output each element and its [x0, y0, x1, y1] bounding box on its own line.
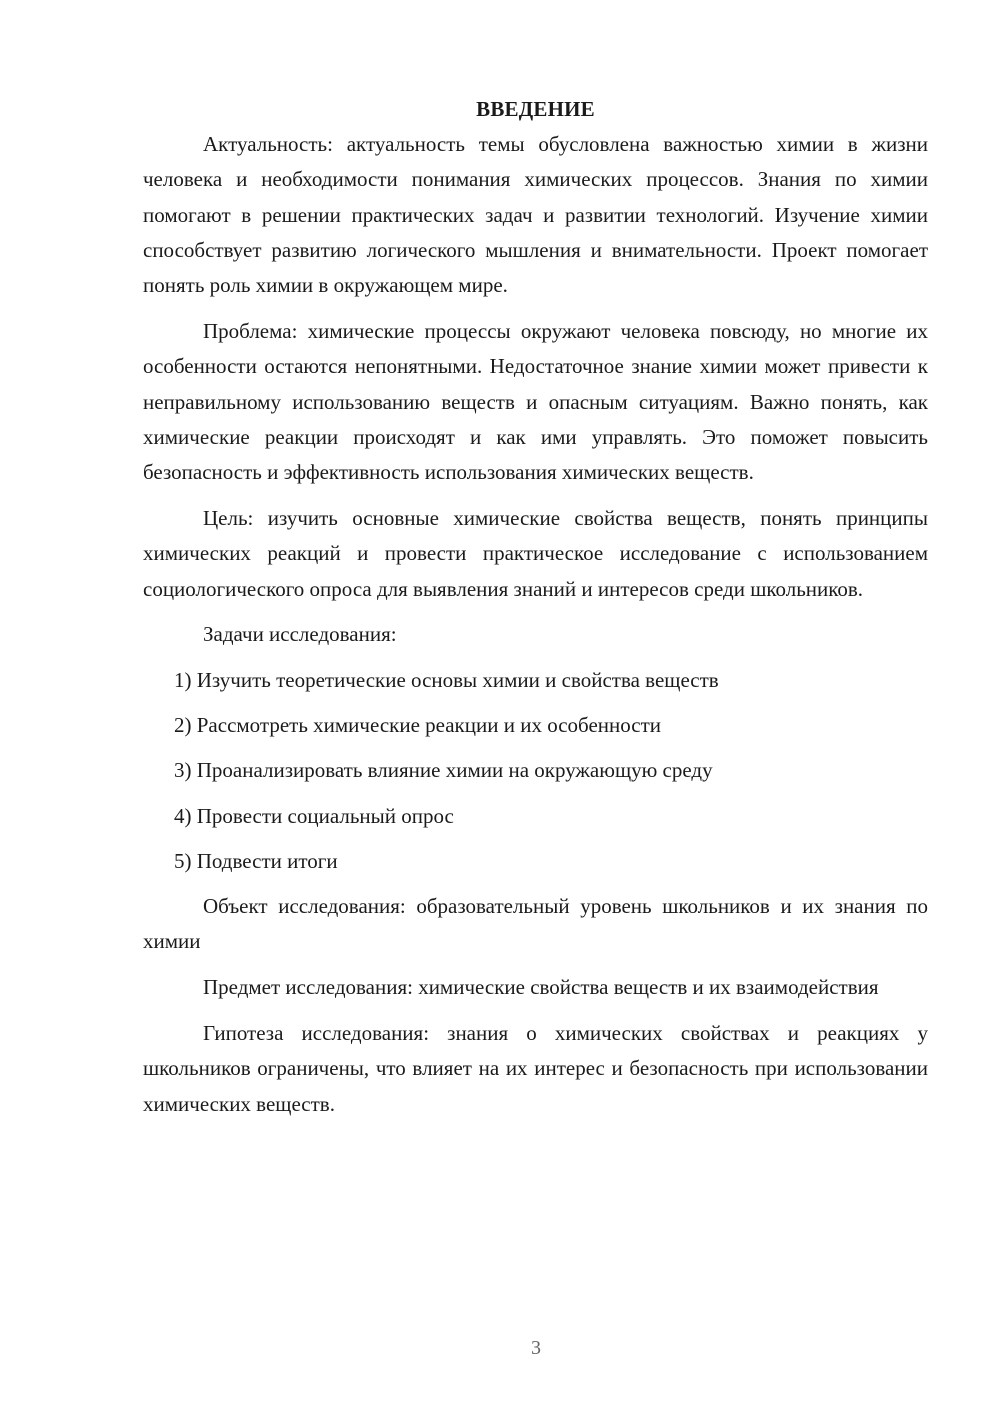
problem-paragraph: Проблема: химические процессы окружают человека повсюду, но многие их особенности остаются непонятными. Недостаточное знание химии может привести к неправильному использованию веществ и опасным ситуациям. Важно понять, как химические реакции происходят и как ими управлять. Это поможет повысить безопасность и эффективность использования химических веществ. — [143, 318, 928, 485]
relevance-paragraph: Актуальность: актуальность темы обусловлена важностью химии в жизни человека и необходимости понимания химических процессов. Знания по химии помогают в решении практических задач и развитии технологий. Изучение химии способствует развитию логического мышления и внимательности. Проект помогает понять роль химии в окружающем мире. — [143, 132, 928, 298]
page-number: 3 — [531, 1337, 541, 1359]
task-item: 2) Рассмотреть химические реакции и их особенности — [174, 712, 662, 737]
tasks-list — [143, 663, 928, 879]
task-item: 4) Провести социальный опрос — [174, 803, 454, 828]
goal-paragraph: Цель: изучить основные химические свойства веществ, понять принципы химических реакций и провести практическое исследование с использованием социологического опроса для выявления знаний и интересов среди школьников. — [143, 505, 928, 601]
tasks-heading: Задачи исследования: — [203, 622, 397, 647]
task-item: 3) Проанализировать влияние химии на окружающую среду — [174, 758, 713, 783]
object-paragraph: Объект исследования: образовательный уровень школьников и их знания по химии — [143, 894, 928, 954]
hypothesis-paragraph: Гипотеза исследования: знания о химических свойствах и реакциях у школьников ограничены, что влияет на их интерес и безопасность при использовании химических веществ. — [143, 1021, 928, 1116]
task-item: 1) Изучить теоретические основы химии и свойства веществ — [174, 667, 719, 692]
section-title: ВВЕДЕНИЕ — [476, 97, 595, 121]
page-content — [143, 92, 928, 1132]
task-item: 5) Подвести итоги — [174, 848, 338, 873]
subject-paragraph: Предмет исследования: химические свойства веществ и их взаимодействия — [203, 975, 879, 1000]
